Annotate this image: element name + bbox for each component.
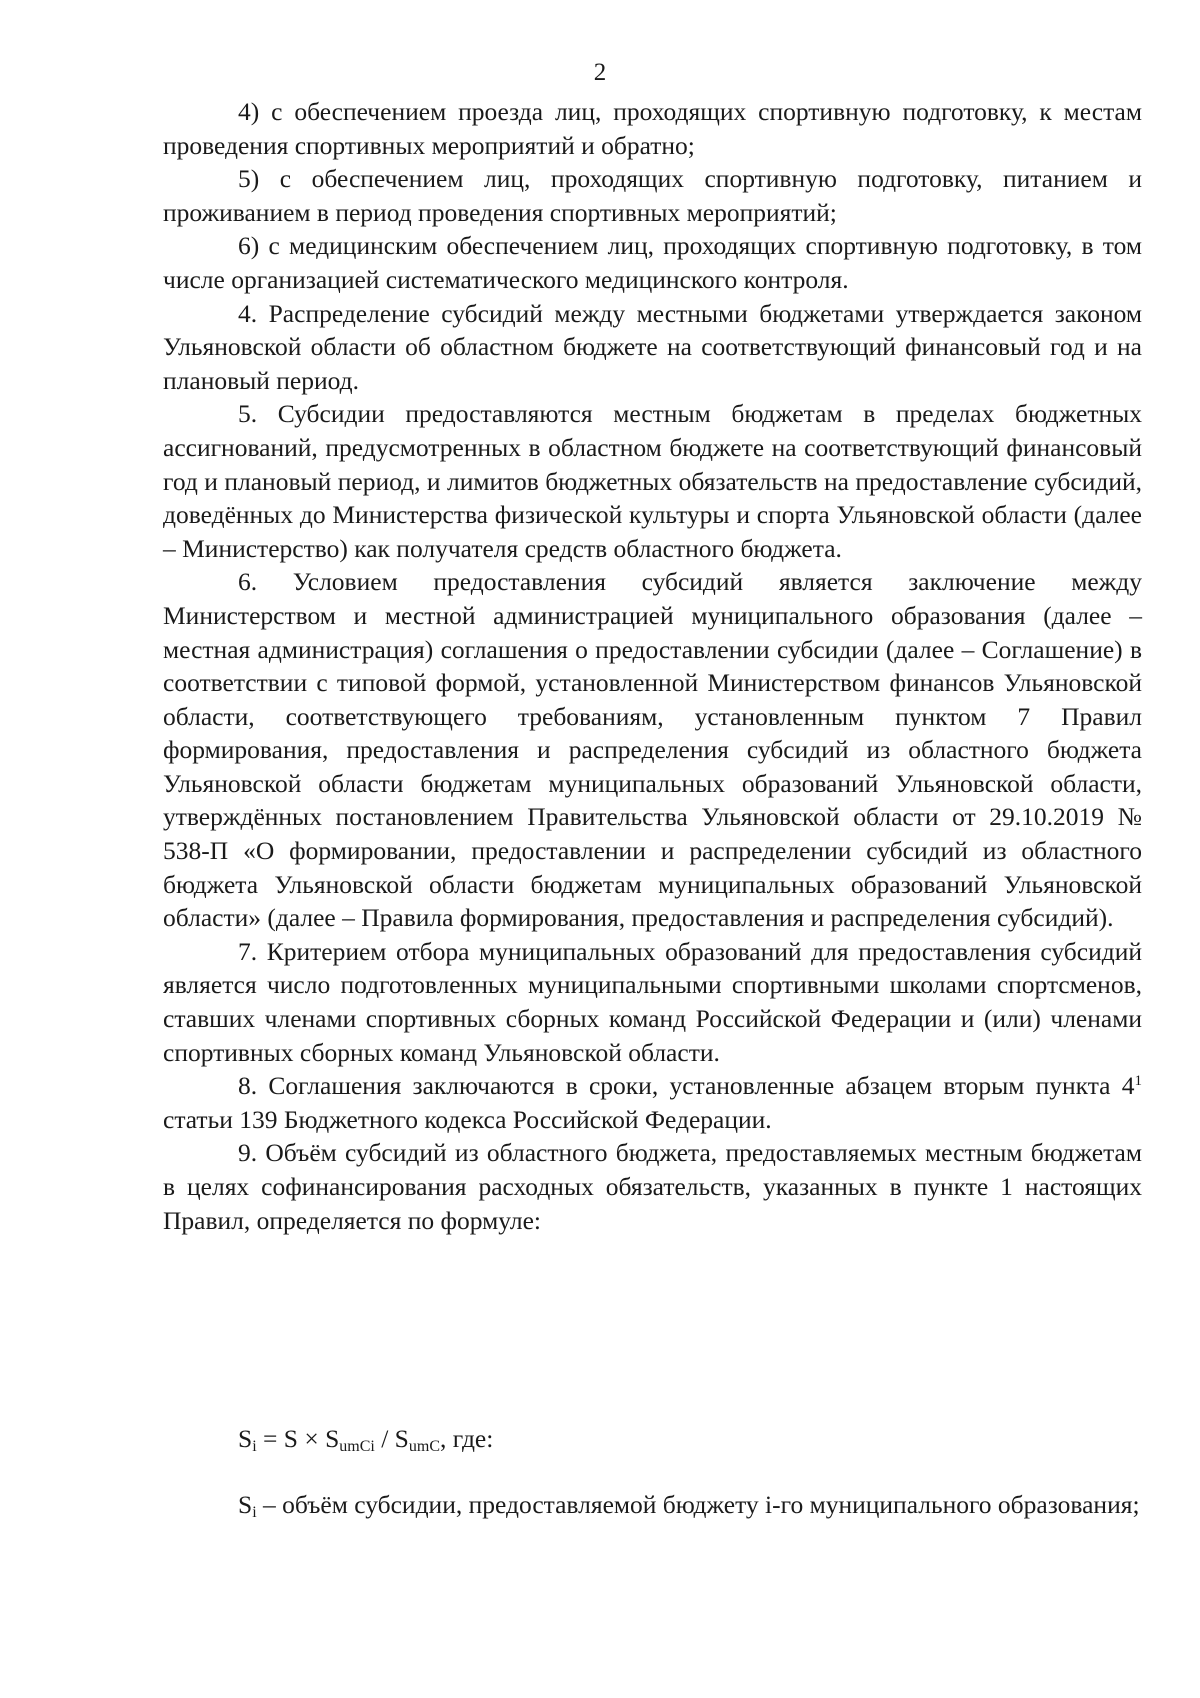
- definition-text: – объём субсидии, предоставляемой бюджету i-го муниципального образования;: [256, 1490, 1140, 1519]
- formula-text: , где:: [440, 1424, 494, 1453]
- paragraph: 7. Критерием отбора муниципальных образований для предоставления субсидий является число подготовленных муниципальными спортивными школами спортсменов, ставших членами спортивных сборных команд Российской Федерации и (или) членами спортивных сборных команд Ульяновской области.: [163, 936, 1142, 1067]
- formula-symbol: S: [238, 1424, 253, 1453]
- formula-subscript: umC: [408, 1438, 440, 1455]
- formula-subscript: i: [252, 1438, 257, 1455]
- paragraph-8: [163, 1069, 1142, 1136]
- paragraph: 5) с обеспечением лиц, проходящих спортивную подготовку, питанием и проживанием в период проведения спортивных мероприятий;: [163, 164, 1142, 227]
- formula: [238, 1422, 493, 1464]
- superscript: 1: [1134, 1073, 1142, 1090]
- paragraph-8-text-end: статьи 139 Бюджетного кодекса Российской Федерации.: [163, 1104, 772, 1134]
- paragraph: 4) с обеспечением проезда лиц, проходящих спортивную подготовку, к местам проведения спортивных мероприятий и обратно;: [163, 97, 1142, 160]
- definition-subscript: i: [252, 1504, 257, 1521]
- formula-text: = S × S: [256, 1424, 340, 1453]
- definition-symbol: S: [238, 1490, 253, 1519]
- paragraph: 4. Распределение субсидий между местными бюджетами утверждается законом Ульяновской области об областном бюджете на соответствующий финансовый год и на плановый период.: [163, 298, 1142, 395]
- paragraph-9: 9. Объём субсидий из областного бюджета, предоставляемых местным бюджетам в целях софинансирования расходных обязательств, указанных в пункте 1 настоящих Правил, определяется по формуле:: [163, 1138, 1142, 1235]
- paragraph: 5. Субсидии предоставляются местным бюджетам в пределах бюджетных ассигнований, предусмотренных в областном бюджете на соответствующий финансовый год и плановый период, и лимитов бюджетных обязательств на предоставление субсидий, доведённых до Министерства физической культуры и спорта Ульяновской области (далее – Министерство) как получателя средств областного бюджета.: [163, 399, 1142, 563]
- formula-subscript: umCi: [339, 1438, 375, 1455]
- paragraph: 6) с медицинским обеспечением лиц, проходящих спортивную подготовку, в том числе организацией систематического медицинского контроля.: [163, 231, 1142, 294]
- definition-paragraph: [163, 1488, 1142, 1530]
- paragraph-8-text: 8. Соглашения заключаются в сроки, установленные абзацем вторым пункта 4: [238, 1071, 1135, 1101]
- formula-text: / S: [374, 1424, 409, 1453]
- document-body: [163, 95, 1142, 1237]
- definition-block: [163, 1488, 1142, 1530]
- paragraph: 6. Условием предоставления субсидий является заключение между Министерством и местной администрацией муниципального образования (далее – местная администрация) соглашения о предоставлении субсидии (далее – Соглашение) в соответствии с типовой формой, установленной Министерством финансов Ульяновской области, соответствующего требованиям, установленным пунктом 7 Правил формирования, предоставления и распределения субсидий из областного бюджета Ульяновской области бюджетам муниципальных образований Ульяновской области, утверждённых постановлением Правительства Ульяновской области от 29.10.2019 № 538-П «О формировании, предоставлении и распределении субсидий из областного бюджета Ульяновской области бюджетам муниципальных образований Ульяновской области» (далее – Правила формирования, предоставления и распределения субсидий).: [163, 567, 1142, 933]
- page-number: 2: [593, 59, 607, 86]
